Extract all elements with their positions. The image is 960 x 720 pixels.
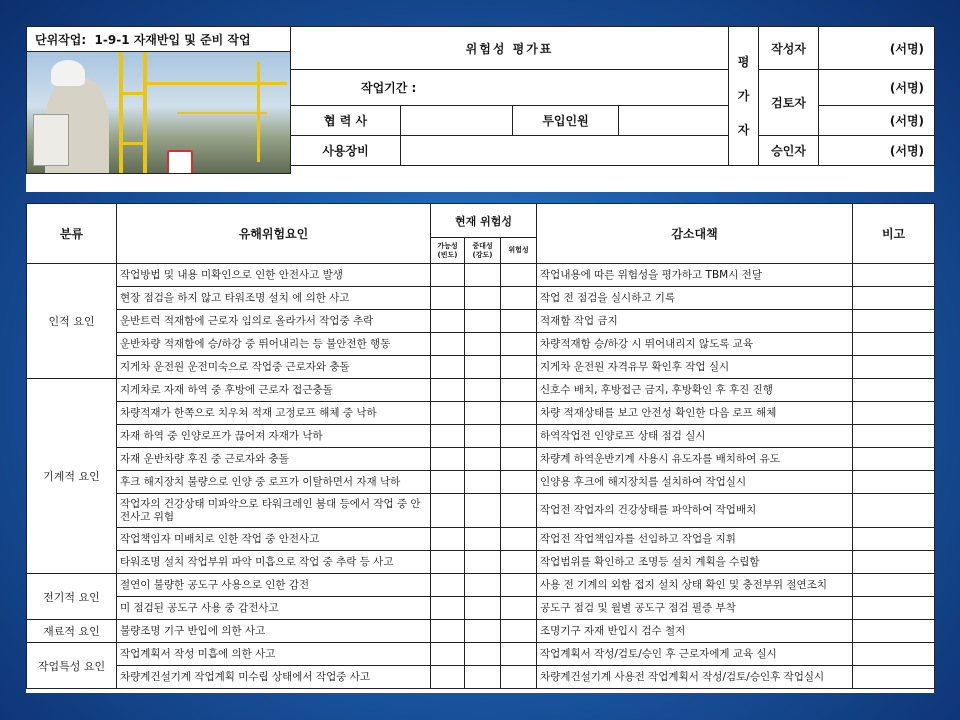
measure-cell: 차량계 하역운반기계 사용시 유도자를 배치하여 유도	[537, 448, 853, 471]
likelihood-cell[interactable]	[431, 264, 465, 287]
header-table	[26, 26, 935, 174]
measure-cell: 작업계획서 작성/검토/승인 후 근로자에게 교육 실시	[537, 643, 853, 666]
unit-work-name: 1-9-1 자재반입 및 준비 작업	[94, 32, 251, 47]
col-category: 분류	[27, 204, 117, 264]
note-cell[interactable]	[853, 494, 935, 528]
col-risk: 위험성	[501, 238, 537, 264]
table-row	[27, 471, 935, 494]
hazard-cell: 자재 하역 중 인양로프가 끊어져 자재가 낙하	[117, 425, 431, 448]
evaluator-char-1: 평	[737, 55, 750, 69]
risk-cell[interactable]	[501, 425, 537, 448]
measure-cell: 차량 적재상태를 보고 안전성 확인한 다음 로프 해체	[537, 402, 853, 425]
equipment-value[interactable]	[401, 136, 729, 166]
severity-cell[interactable]	[465, 448, 501, 471]
severity-cell[interactable]	[465, 356, 501, 379]
evaluator-char-3: 자	[737, 123, 750, 137]
risk-cell[interactable]	[501, 551, 537, 574]
likelihood-cell[interactable]	[431, 356, 465, 379]
measure-cell: 공도구 점검 및 월별 공도구 점검 필증 부착	[537, 597, 853, 620]
note-cell[interactable]	[853, 402, 935, 425]
likelihood-cell[interactable]	[431, 620, 465, 643]
table-row	[27, 494, 935, 528]
likelihood-cell[interactable]	[431, 597, 465, 620]
approver-label: 승인자	[759, 136, 819, 166]
hazard-cell: 차량적재가 한쪽으로 치우쳐 적재 고정로프 해체 중 낙하	[117, 402, 431, 425]
risk-cell[interactable]	[501, 356, 537, 379]
severity-cell[interactable]	[465, 666, 501, 689]
likelihood-cell[interactable]	[431, 551, 465, 574]
note-cell[interactable]	[853, 620, 935, 643]
note-cell[interactable]	[853, 666, 935, 689]
personnel-label: 투입인원	[513, 106, 619, 136]
reviewer-signature-1[interactable]: (서명)	[819, 70, 935, 106]
hazard-cell: 작업방법 및 내용 미확인으로 인한 안전사고 발생	[117, 264, 431, 287]
hazard-cell: 작업자의 건강상태 미파악으로 타워크레인 붐대 등에서 작업 중 안전사고 위험	[117, 494, 431, 528]
measure-cell: 하역작업전 인양로프 상태 점검 실시	[537, 425, 853, 448]
table-row	[27, 333, 935, 356]
severity-cell[interactable]	[465, 425, 501, 448]
risk-cell[interactable]	[501, 528, 537, 551]
note-cell[interactable]	[853, 643, 935, 666]
table-row	[27, 448, 935, 471]
likelihood-cell[interactable]	[431, 494, 465, 528]
likelihood-cell[interactable]	[431, 310, 465, 333]
note-cell[interactable]	[853, 425, 935, 448]
hazard-cell: 지게차 운전원 운전미숙으로 작업중 근로자와 충돌	[117, 356, 431, 379]
category-cell: 재료적 요인	[27, 620, 117, 643]
note-cell[interactable]	[853, 471, 935, 494]
measure-cell: 작업내용에 따른 위험성을 평가하고 TBM시 전달	[537, 264, 853, 287]
severity-cell[interactable]	[465, 574, 501, 597]
note-cell[interactable]	[853, 379, 935, 402]
category-cell: 전기적 요인	[27, 574, 117, 620]
severity-cell[interactable]	[465, 643, 501, 666]
hazard-cell: 작업책임자 미배치로 인한 작업 중 안전사고	[117, 528, 431, 551]
page-title: 위험성 평가표	[291, 27, 729, 70]
severity-cell[interactable]	[465, 494, 501, 528]
category-cell: 기계적 요인	[27, 379, 117, 574]
note-cell[interactable]	[853, 528, 935, 551]
measure-cell: 적재함 작업 금지	[537, 310, 853, 333]
severity-cell[interactable]	[465, 333, 501, 356]
site-photo	[27, 52, 291, 174]
likelihood-cell[interactable]	[431, 471, 465, 494]
col-note: 비고	[853, 204, 935, 264]
unit-work-title	[27, 27, 291, 52]
severity-cell[interactable]	[465, 310, 501, 333]
table-row	[27, 597, 935, 620]
table-row	[27, 620, 935, 643]
assessment-header	[26, 26, 934, 192]
risk-cell[interactable]	[501, 597, 537, 620]
risk-cell[interactable]	[501, 264, 537, 287]
measure-cell: 조명기구 자재 반입시 검수 철저	[537, 620, 853, 643]
severity-cell[interactable]	[465, 287, 501, 310]
table-row	[27, 264, 935, 287]
table-row	[27, 574, 935, 597]
col-severity-text: 중대성 (강도)	[472, 241, 493, 259]
table-row	[27, 425, 935, 448]
risk-cell[interactable]	[501, 620, 537, 643]
site-photo-image	[27, 52, 290, 173]
severity-cell[interactable]	[465, 620, 501, 643]
work-period-label: 작업기간 :	[291, 70, 729, 106]
table-row	[27, 528, 935, 551]
category-cell: 인적 요인	[27, 264, 117, 379]
measure-cell: 사용 전 기계의 외함 접지 설치 상태 확인 및 충전부위 절연조치	[537, 574, 853, 597]
equipment-label: 사용장비	[291, 136, 401, 166]
risk-assessment-sheet	[26, 203, 934, 693]
reviewer-signature-2[interactable]: (서명)	[819, 106, 935, 136]
hazard-cell: 자재 운반차량 후진 중 근로자와 충돌	[117, 448, 431, 471]
reviewer-label: 검토자	[759, 70, 819, 136]
col-measure: 감소대책	[537, 204, 853, 264]
hazard-cell: 불량조명 기구 반입에 의한 사고	[117, 620, 431, 643]
measure-cell: 인양용 후크에 해지장치를 설치하여 작업실시	[537, 471, 853, 494]
note-cell[interactable]	[853, 310, 935, 333]
note-cell[interactable]	[853, 264, 935, 287]
col-likelihood-text: 가능성 (빈도)	[437, 241, 458, 259]
note-cell[interactable]	[853, 356, 935, 379]
risk-cell[interactable]	[501, 379, 537, 402]
table-row	[27, 310, 935, 333]
col-hazard: 유해위험요인	[117, 204, 431, 264]
category-cell: 작업특성 요인	[27, 643, 117, 689]
severity-cell[interactable]	[465, 551, 501, 574]
hazard-cell: 타워조명 설치 작업부위 파악 미흡으로 작업 중 추락 등 사고	[117, 551, 431, 574]
hazard-cell: 현장 점검을 하지 않고 타워조명 설치 에 의한 사고	[117, 287, 431, 310]
likelihood-cell[interactable]	[431, 643, 465, 666]
measure-cell: 지게차 운전원 자격유무 확인후 작업 실시	[537, 356, 853, 379]
table-row	[27, 666, 935, 689]
note-cell[interactable]	[853, 287, 935, 310]
likelihood-cell[interactable]	[431, 425, 465, 448]
hazard-cell: 차량계건설기계 작업계획 미수립 상태에서 작업중 사고	[117, 666, 431, 689]
partner-label: 협 력 사	[291, 106, 401, 136]
hazard-cell: 운반차량 적재함에 승/하강 중 뛰어내리는 등 불안전한 행동	[117, 333, 431, 356]
likelihood-cell[interactable]	[431, 574, 465, 597]
table-row	[27, 287, 935, 310]
severity-cell[interactable]	[465, 528, 501, 551]
risk-cell[interactable]	[501, 666, 537, 689]
risk-cell[interactable]	[501, 287, 537, 310]
severity-cell[interactable]	[465, 264, 501, 287]
likelihood-cell[interactable]	[431, 666, 465, 689]
note-cell[interactable]	[853, 597, 935, 620]
severity-cell[interactable]	[465, 379, 501, 402]
risk-table	[26, 203, 935, 689]
likelihood-cell[interactable]	[431, 528, 465, 551]
table-row	[27, 356, 935, 379]
hazard-cell: 절연이 불량한 공도구 사용으로 인한 감전	[117, 574, 431, 597]
partner-value[interactable]	[401, 106, 513, 136]
likelihood-cell[interactable]	[431, 333, 465, 356]
severity-cell[interactable]	[465, 597, 501, 620]
risk-cell[interactable]	[501, 402, 537, 425]
writer-signature[interactable]: (서명)	[819, 27, 935, 70]
risk-cell[interactable]	[501, 643, 537, 666]
unit-work-label: 단위작업:	[35, 32, 87, 47]
approver-signature[interactable]: (서명)	[819, 136, 935, 166]
table-row	[27, 402, 935, 425]
measure-cell: 작업전 작업자의 건강상태를 파악하여 작업배치	[537, 494, 853, 528]
risk-table-body	[27, 264, 935, 689]
severity-cell[interactable]	[465, 471, 501, 494]
risk-cell[interactable]	[501, 574, 537, 597]
note-cell[interactable]	[853, 333, 935, 356]
risk-cell[interactable]	[501, 494, 537, 528]
severity-cell[interactable]	[465, 402, 501, 425]
table-row	[27, 379, 935, 402]
note-cell[interactable]	[853, 574, 935, 597]
likelihood-cell[interactable]	[431, 379, 465, 402]
hazard-cell: 운반트럭 적재함에 근로자 임의로 올라가서 작업중 추락	[117, 310, 431, 333]
personnel-value[interactable]	[619, 106, 729, 136]
col-severity	[465, 238, 501, 264]
col-likelihood	[431, 238, 465, 264]
likelihood-cell[interactable]	[431, 287, 465, 310]
table-row	[27, 551, 935, 574]
note-cell[interactable]	[853, 448, 935, 471]
risk-cell[interactable]	[501, 310, 537, 333]
measure-cell: 차량계건설기계 사용전 작업계획서 작성/검토/승인후 작업실시	[537, 666, 853, 689]
measure-cell: 작업전 작업책임자를 선임하고 작업을 지휘	[537, 528, 853, 551]
hazard-cell: 작업계획서 작성 미흡에 의한 사고	[117, 643, 431, 666]
hazard-cell: 후크 해지장치 불량으로 인양 중 로프가 이탈하면서 자재 낙하	[117, 471, 431, 494]
likelihood-cell[interactable]	[431, 448, 465, 471]
hazard-cell: 지게차로 자재 하역 중 후방에 근로자 접근충돌	[117, 379, 431, 402]
likelihood-cell[interactable]	[431, 402, 465, 425]
measure-cell: 작업범위를 확인하고 조명등 설치 계획을 수립함	[537, 551, 853, 574]
writer-label: 작성자	[759, 27, 819, 70]
table-row	[27, 643, 935, 666]
note-cell[interactable]	[853, 551, 935, 574]
risk-cell[interactable]	[501, 448, 537, 471]
col-current-risk: 현재 위험성	[431, 204, 537, 238]
measure-cell: 차량적재함 승/하강 시 뛰어내리지 않도록 교육	[537, 333, 853, 356]
risk-cell[interactable]	[501, 471, 537, 494]
measure-cell: 신호수 배치, 후방접근 금지, 후방확인 후 후진 진행	[537, 379, 853, 402]
evaluator-char-2: 가	[737, 89, 750, 103]
evaluator-label	[729, 27, 759, 166]
measure-cell: 작업 전 점검을 실시하고 기록	[537, 287, 853, 310]
risk-cell[interactable]	[501, 333, 537, 356]
hazard-cell: 미 점검된 공도구 사용 중 감전사고	[117, 597, 431, 620]
